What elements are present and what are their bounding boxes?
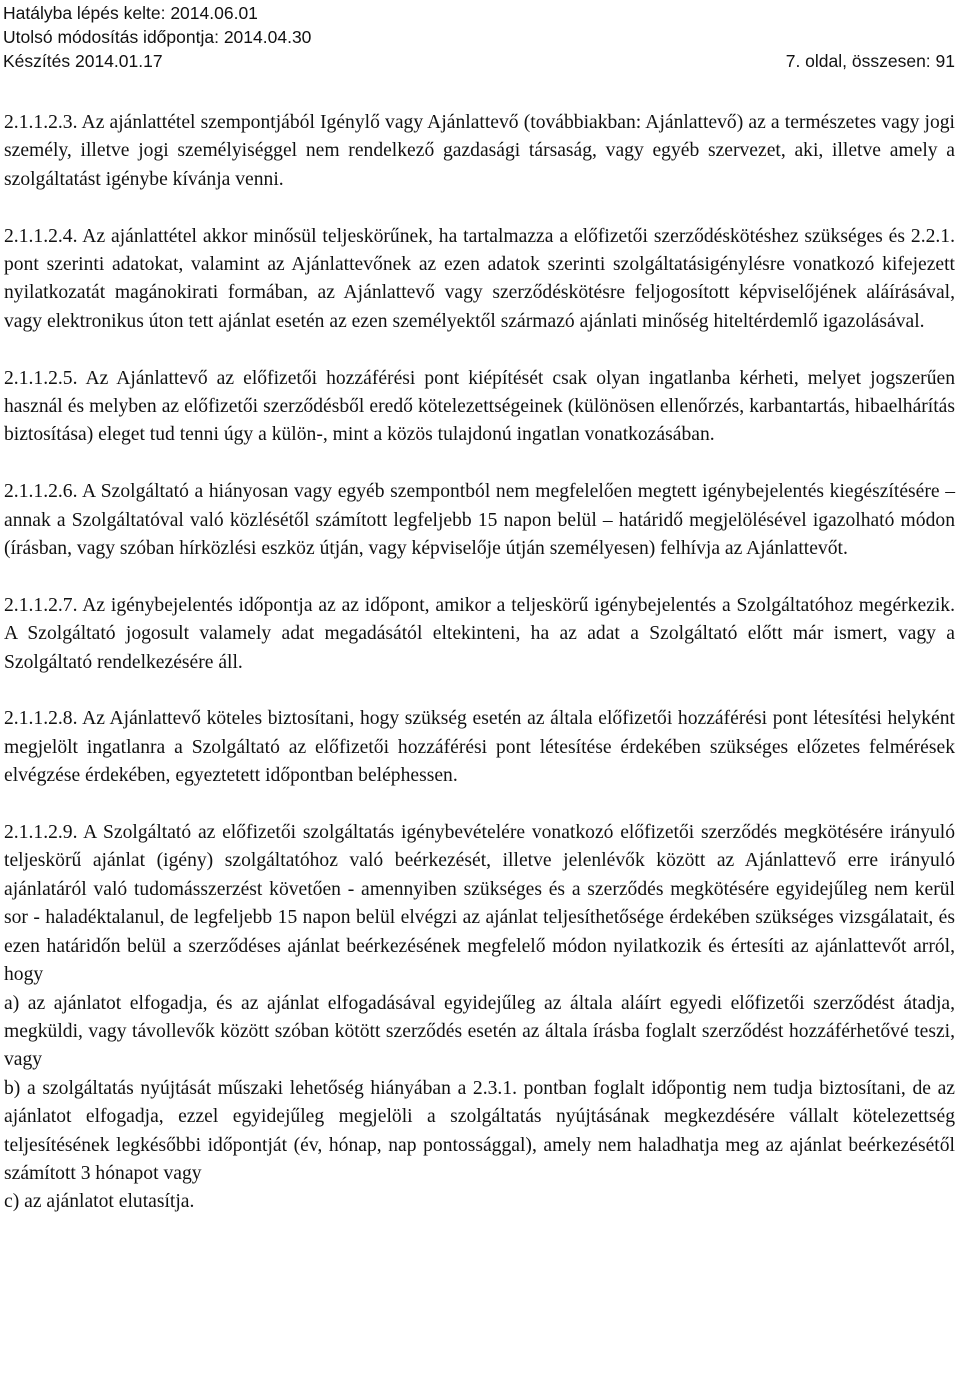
paragraph-2-1-1-2-7 bbox=[4, 592, 955, 677]
paragraph-number: 2.1.1.2.5. bbox=[4, 367, 78, 389]
header-row bbox=[3, 49, 955, 73]
created-date: Készítés 2014.01.17 bbox=[3, 51, 163, 71]
page-header bbox=[3, 1, 955, 73]
paragraph-2-1-1-2-8 bbox=[4, 705, 955, 790]
document-body bbox=[4, 109, 955, 1217]
effective-date: Hatályba lépés kelte: 2014.06.01 bbox=[3, 3, 258, 23]
paragraph-number: 2.1.1.2.4. bbox=[4, 225, 78, 247]
page-number: 7. oldal, összesen: 91 bbox=[785, 51, 955, 71]
paragraph-number: 2.1.1.2.6. bbox=[4, 481, 78, 503]
sub-item-c: c) az ajánlatot elutasítja. bbox=[4, 1191, 195, 1213]
paragraph-number: 2.1.1.2.7. bbox=[4, 594, 78, 616]
paragraph-2-1-1-2-6 bbox=[4, 478, 955, 563]
paragraph-text: Az Ajánlattevő az előfizetői hozzáférési pont kiépítését csak olyan ingatlanba kérheti, melyet jogszerűen használ és melyben az előfizetői szerződésből eredő kötelezettségeinek (különösen ellenőrzés, karbantartás, hibaelhárítás biztosítása) eleget tud tenni úgy a külön-, mint a közös tulajdonú ingatlan vonatkozásában. bbox=[4, 367, 955, 446]
paragraph-2-1-1-2-4 bbox=[4, 223, 955, 337]
sub-item-b: b) a szolgáltatás nyújtását műszaki lehetőség hiányában a 2.3.1. pontban foglalt időpontig nem tudja biztosítani, de az ajánlatot elfogadja, ezzel egyidejűleg megjelöli a szolgáltatás nyújtásának megkezdésére vállalt kötelezettség teljesítésének legkésőbbi időpontját (év, hónap, nap pontossággal), amely nem haladhatja meg az ajánlat beérkezésétől számított 3 hónapot vagy bbox=[4, 1077, 955, 1184]
last-modified-date: Utolsó módosítás időpontja: 2014.04.30 bbox=[3, 27, 312, 47]
paragraph-text: Az igénybejelentés időpontja az az időpont, amikor a teljeskörű igénybejelentés a Szolgáltatóhoz megérkezik. A Szolgáltató jogosult valamely adat megadásától eltekinteni, ha az adat a Szolgáltató előtt már ismert, vagy a Szolgáltató rendelkezésére áll. bbox=[4, 594, 955, 673]
paragraph-text: A Szolgáltató a hiányosan vagy egyéb szempontból nem megfelelően megtett igénybejelentés kiegészítésére – annak a Szolgáltatóval való közlésétől számított legfeljebb 15 napon belül – határidő megjelölésével igazolható módon (írásban, vagy szóban hírközlési eszköz útján, vagy képviselője útján személyesen) felhívja az Ajánlattevőt. bbox=[4, 481, 955, 560]
paragraph-2-1-1-2-3 bbox=[4, 109, 955, 194]
paragraph-number: 2.1.1.2.9. bbox=[4, 822, 78, 844]
paragraph-number: 2.1.1.2.3. bbox=[4, 112, 78, 133]
sub-item-a: a) az ajánlatot elfogadja, és az ajánlat elfogadásával egyidejűleg az általa aláírt egyedi előfizetői szerződést átadja, megküldi, vagy távollevők között szóban kötött szerződés esetén az általa írásba foglalt szerződést hozzáférhetővé teszi, vagy bbox=[4, 992, 955, 1071]
paragraph-text: Az ajánlattétel szempontjából Igénylő vagy Ajánlattevő (továbbiakban: Ajánlattevő) az a természetes vagy jogi személy, illetve jogi személyiséggel nem rendelkező gazdasági társaság, vagy egyéb szervezet, aki, illetve amely a szolgáltatást igénybe kívánja venni. bbox=[4, 112, 955, 190]
paragraph-2-1-1-2-5 bbox=[4, 365, 955, 450]
paragraph-text: Az ajánlattétel akkor minősül teljeskörűnek, ha tartalmazza a előfizetői szerződéskötéshez szükséges és 2.2.1. pont szerinti adatokat, valamint az Ajánlattevőnek az ezen adatok szerinti szolgáltatásigénylésre vonatkozó kifejezett nyilatkozatát magánokirati formában, az Ajánlattevő vagy szerződéskötésre feljogosított képviselőjének aláírásával, vagy elektronikus úton tett ajánlat esetén az ezen személyektől származó ajánlati minőség hiteltérdemlő igazolásával. bbox=[4, 225, 955, 332]
paragraph-text: A Szolgáltató az előfizetői szolgáltatás igénybevételére vonatkozó előfizetői szerződés megkötésére irányuló teljeskörű ajánlat (igény) szolgáltatóhoz való beérkezését, illetve jelenlévők között az Ajánlattevő erre irányuló ajánlatáról való tudomásszerzést követően - amennyiben szükséges és a szerződés megkötésére egyidejűleg nem kerül sor - haladéktalanul, de legfeljebb 15 napon belül elvégzi az ajánlat teljesíthetősége érdekében szükséges vizsgálatait, és ezen határidőn belül a szerződéses ajánlat beérkezésének megfelelő módon nyilatkozik és értesíti az ajánlattevőt arról, hogy bbox=[4, 822, 955, 986]
paragraph-text: Az Ajánlattevő köteles biztosítani, hogy szükség esetén az általa előfizetői hozzáférési pont létesítési helyként megjelölt ingatlanra a Szolgáltató az előfizetői hozzáférési pont létesítése érdekében szükséges előzetes felmérések elvégzése érdekében, egyeztetett időpontban beléphessen. bbox=[4, 708, 955, 787]
paragraph-2-1-1-2-9 bbox=[4, 819, 955, 989]
paragraph-number: 2.1.1.2.8. bbox=[4, 708, 78, 730]
